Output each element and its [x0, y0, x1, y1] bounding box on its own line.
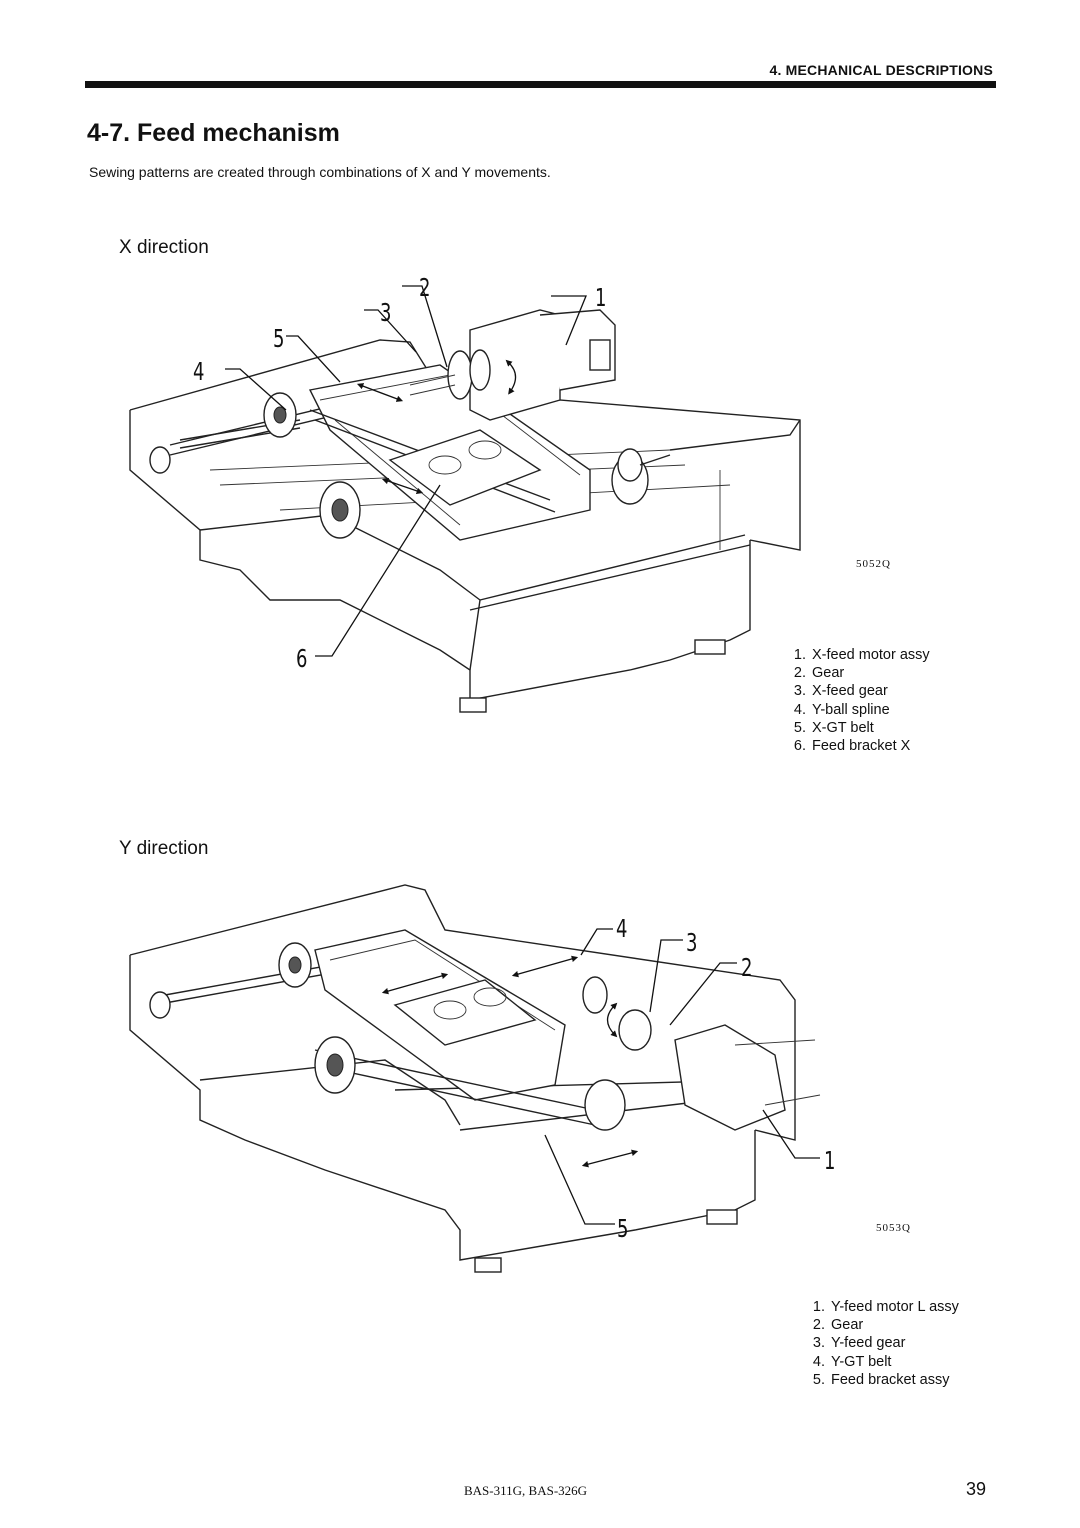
x-figure-code: 5052Q [856, 558, 891, 570]
footer-model: BAS-311G, BAS-326G [464, 1483, 588, 1498]
intro-text: Sewing patterns are created through combinations of X and Y movements. [89, 164, 551, 180]
x-callout-1: 1 [595, 283, 607, 312]
x-legend-item: 5. X-GT belt [793, 719, 874, 736]
x-legend-item: 2. Gear [793, 665, 845, 682]
y-legend-item: 1. Y-feed motor L assy [812, 1299, 959, 1315]
y-legend-item: 5. Feed bracket assy [812, 1371, 950, 1388]
x-feed-mechanism-illustration [110, 270, 810, 730]
y-callout-5: 5 [617, 1214, 629, 1243]
y-legend-item: 2. Gear [812, 1317, 864, 1334]
section-header: 4. MECHANICAL DESCRIPTIONS [769, 62, 993, 78]
x-legend-item: 6. Feed bracket X [793, 738, 911, 755]
x-callout-4: 4 [193, 357, 205, 386]
page-title: 4-7. Feed mechanism [87, 119, 340, 147]
page-number: 39 [966, 1479, 987, 1499]
y-callout-2: 2 [741, 953, 753, 982]
y-callout-4: 4 [616, 914, 628, 943]
x-legend-item: 3. X-feed gear [793, 683, 888, 700]
x-legend [784, 646, 930, 755]
y-callout-1: 1 [824, 1146, 836, 1175]
y-legend [803, 1298, 959, 1389]
x-callout-6: 6 [296, 644, 308, 673]
x-legend-item: 1. X-feed motor assy [793, 647, 930, 663]
y-legend-item: 4. Y-GT belt [812, 1353, 892, 1370]
y-callout-3: 3 [686, 928, 698, 957]
y-direction-heading: Y direction [119, 838, 209, 859]
y-legend-item: 3. Y-feed gear [812, 1335, 906, 1352]
y-figure-code: 5053Q [876, 1222, 911, 1234]
header-rule [85, 81, 996, 88]
x-legend-item: 4. Y-ball spline [793, 701, 890, 718]
x-callout-3: 3 [380, 298, 392, 327]
x-direction-heading: X direction [119, 237, 209, 258]
x-callout-5: 5 [273, 324, 285, 353]
x-callout-2: 2 [419, 273, 431, 302]
y-feed-mechanism-illustration [115, 880, 835, 1280]
